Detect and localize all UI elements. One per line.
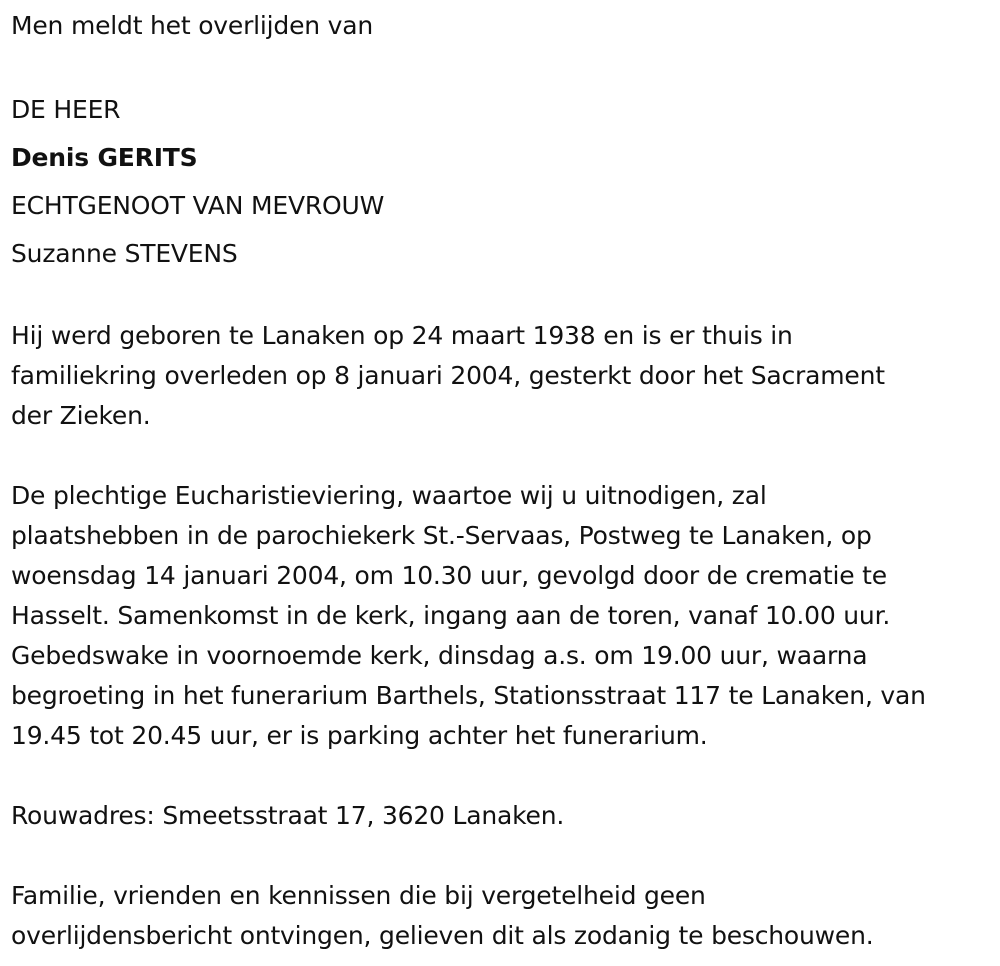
deceased-name: Denis GERITS [11, 143, 198, 172]
paragraph-line: De plechtige Eucharistieviering, waartoe wij u uitnodigen, zal [11, 481, 767, 510]
intro-text: Men meldt het overlijden van [11, 11, 374, 40]
paragraph-line: begroeting in het funerarium Barthels, Stationsstraat 117 te Lanaken, van [11, 681, 926, 710]
paragraph-line: woensdag 14 januari 2004, om 10.30 uur, gevolgd door de crematie te [11, 561, 887, 590]
spacer [11, 278, 996, 316]
spacer [11, 836, 996, 876]
spacer [11, 756, 996, 796]
paragraph-line: der Zieken. [11, 401, 151, 430]
birth-paragraph [11, 316, 996, 436]
spacer [11, 436, 996, 476]
address-line: Rouwadres: Smeetsstraat 17, 3620 Lanaken. [11, 801, 565, 830]
paragraph-line: Familie, vrienden en kennissen die bij vergetelheid geen [11, 881, 706, 910]
paragraph-line: Hij werd geboren te Lanaken op 24 maart 1938 en is er thuis in [11, 321, 793, 350]
spacer [11, 46, 996, 86]
title-prefix: DE HEER [11, 95, 121, 124]
spouse-name: Suzanne STEVENS [11, 239, 238, 268]
paragraph-line: overlijdensbericht ontvingen, gelieven dit als zodanig te beschouwen. [11, 921, 874, 950]
paragraph-line: Gebedswake in voornoemde kerk, dinsdag a.s. om 19.00 uur, waarna [11, 641, 868, 670]
spouse-label: ECHTGENOOT VAN MEVROUW [11, 191, 385, 220]
paragraph-line: plaatshebben in de parochiekerk St.-Servaas, Postweg te Lanaken, op [11, 521, 872, 550]
death-notice [11, 6, 996, 956]
service-paragraph [11, 476, 996, 756]
paragraph-line: 19.45 tot 20.45 uur, er is parking achter het funerarium. [11, 721, 708, 750]
paragraph-line: familiekring overleden op 8 januari 2004, gesterkt door het Sacrament [11, 361, 885, 390]
closing-paragraph [11, 876, 996, 956]
paragraph-line: Hasselt. Samenkomst in de kerk, ingang aan de toren, vanaf 10.00 uur. [11, 601, 891, 630]
